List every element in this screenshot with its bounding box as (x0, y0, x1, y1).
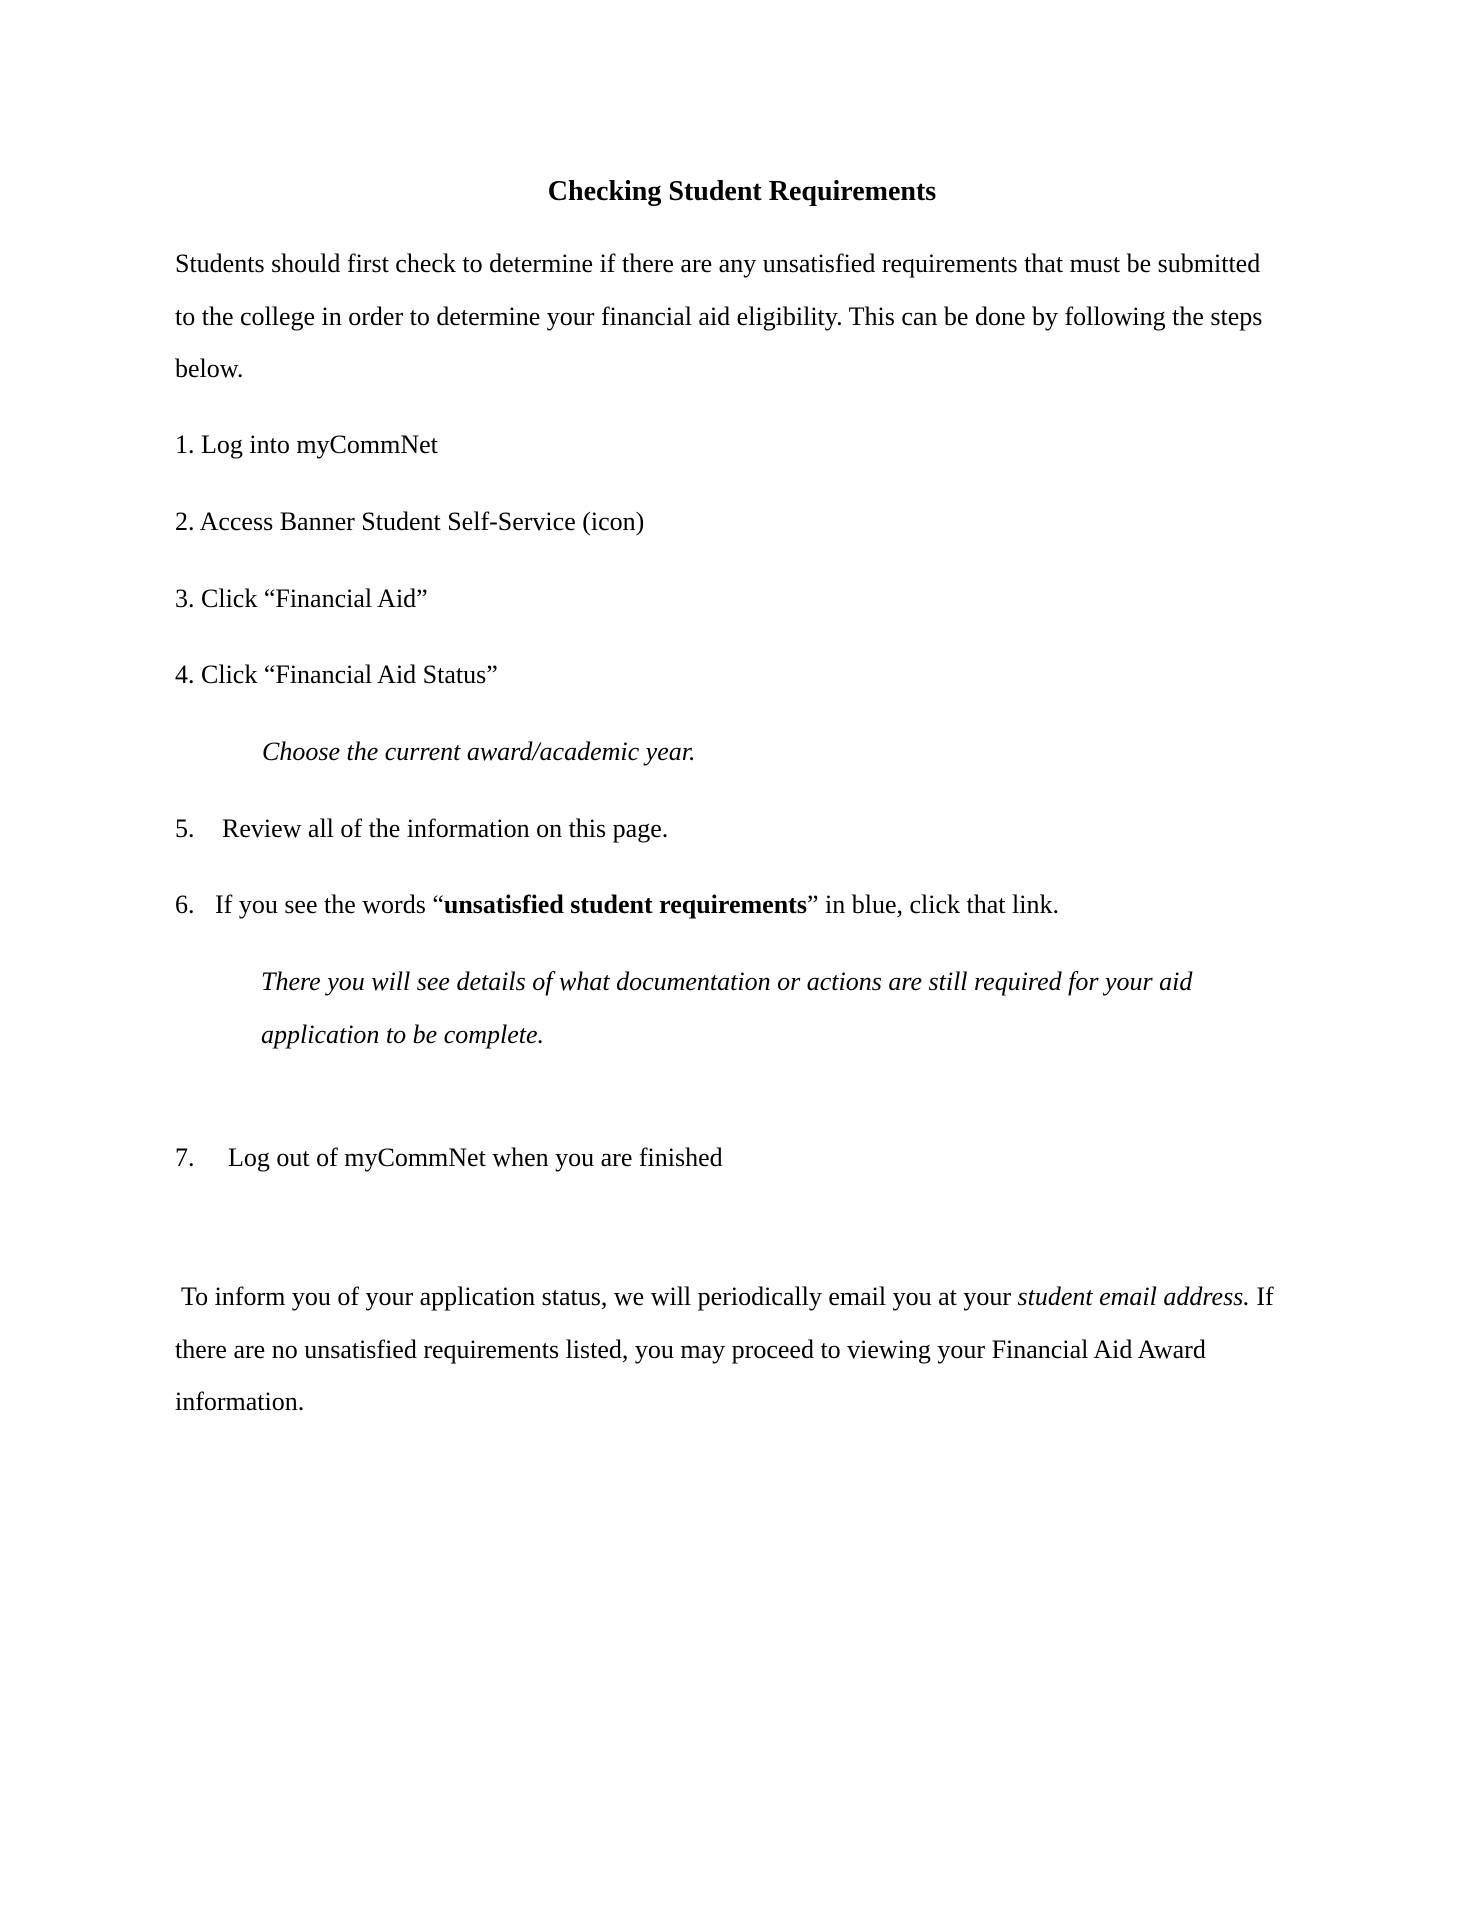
step-3: 3. Click “Financial Aid” (175, 584, 428, 613)
step-2: 2. Access Banner Student Self-Service (icon) (175, 507, 645, 536)
step-6-pre: If you see the words “ (215, 890, 444, 919)
closing-line-3: information. (175, 1387, 305, 1416)
step-5-number: 5. (175, 814, 195, 843)
step-6-number: 6. (175, 890, 195, 919)
student-email-address-phrase: student email address. (1017, 1282, 1250, 1311)
step-4-note: Choose the current award/academic year. (262, 737, 696, 766)
step-7-text: Log out of myCommNet when you are finished (228, 1143, 723, 1172)
step-6-bold-phrase: unsatisfied student requirements (443, 890, 807, 919)
closing-line-1-pre: To inform you of your application status, we will periodically email you at your (181, 1282, 1018, 1311)
step-6-note-line-2: application to be complete. (261, 1020, 545, 1049)
step-5-text: Review all of the information on this page. (222, 814, 669, 843)
step-6 (175, 890, 1059, 919)
closing-line-2: there are no unsatisfied requirements listed, you may proceed to viewing your Financial Aid Award (175, 1335, 1206, 1364)
step-7-number: 7. (175, 1143, 195, 1172)
closing-line-1 (181, 1284, 1274, 1310)
step-6-post: ” in blue, click that link. (806, 890, 1059, 919)
step-6-note-line-1: There you will see details of what documentation or actions are still required for your aid (261, 967, 1193, 996)
intro-line-2: to the college in order to determine your financial aid eligibility. This can be done by following the steps (175, 302, 1263, 331)
step-6-text (215, 892, 1059, 918)
step-4: 4. Click “Financial Aid Status” (175, 660, 498, 689)
intro-line-3: below. (175, 354, 244, 383)
step-7 (175, 1143, 723, 1172)
step-5 (175, 814, 669, 843)
closing-line-1-post: If (1249, 1282, 1274, 1311)
page-title: Checking Student Requirements (547, 176, 937, 207)
intro-line-1: Students should first check to determine if there are any unsatisfied requirements that must be submitted (175, 249, 1261, 278)
step-1: 1. Log into myCommNet (175, 430, 438, 459)
